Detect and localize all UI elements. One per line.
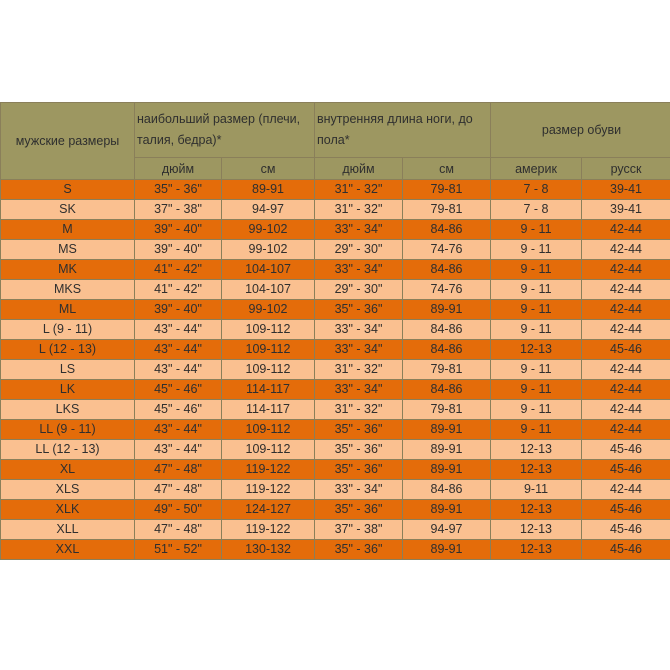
shoe-us-cell: 12-13 bbox=[491, 500, 582, 520]
inseam-cm-cell: 74-76 bbox=[403, 280, 491, 300]
inseam-inch-cell: 35" - 36" bbox=[315, 300, 403, 320]
inseam-cm-cell: 79-81 bbox=[403, 360, 491, 380]
shoe-ru-cell: 42-44 bbox=[582, 220, 670, 240]
inseam-inch-cell: 33" - 34" bbox=[315, 320, 403, 340]
shoe-ru-cell: 42-44 bbox=[582, 400, 670, 420]
size-cell: MK bbox=[1, 260, 135, 280]
inseam-inch-cell: 31" - 32" bbox=[315, 200, 403, 220]
chest-inch-cell: 41" - 42" bbox=[135, 260, 222, 280]
table-row bbox=[1, 240, 670, 260]
header-shoe-size: размер обуви bbox=[491, 103, 670, 158]
shoe-us-cell: 12-13 bbox=[491, 460, 582, 480]
subheader-inch: дюйм bbox=[315, 158, 403, 180]
chest-inch-cell: 43" - 44" bbox=[135, 420, 222, 440]
shoe-us-cell: 9 - 11 bbox=[491, 420, 582, 440]
inseam-inch-cell: 33" - 34" bbox=[315, 220, 403, 240]
inseam-inch-cell: 33" - 34" bbox=[315, 380, 403, 400]
subheader-ru: русск bbox=[582, 158, 670, 180]
chest-inch-cell: 39" - 40" bbox=[135, 300, 222, 320]
shoe-us-cell: 7 - 8 bbox=[491, 180, 582, 200]
inseam-cm-cell: 89-91 bbox=[403, 540, 491, 560]
size-chart bbox=[0, 102, 670, 560]
chest-inch-cell: 43" - 44" bbox=[135, 360, 222, 380]
inseam-inch-cell: 35" - 36" bbox=[315, 440, 403, 460]
inseam-inch-cell: 29" - 30" bbox=[315, 240, 403, 260]
inseam-inch-cell: 35" - 36" bbox=[315, 540, 403, 560]
chest-cm-cell: 109-112 bbox=[222, 320, 315, 340]
chest-inch-cell: 47" - 48" bbox=[135, 460, 222, 480]
chest-inch-cell: 37" - 38" bbox=[135, 200, 222, 220]
shoe-us-cell: 9 - 11 bbox=[491, 360, 582, 380]
chest-inch-cell: 49" - 50" bbox=[135, 500, 222, 520]
inseam-cm-cell: 84-86 bbox=[403, 380, 491, 400]
shoe-us-cell: 12-13 bbox=[491, 340, 582, 360]
shoe-ru-cell: 42-44 bbox=[582, 480, 670, 500]
table-row bbox=[1, 480, 670, 500]
chest-cm-cell: 114-117 bbox=[222, 380, 315, 400]
subheader-cm: см bbox=[403, 158, 491, 180]
size-cell: ML bbox=[1, 300, 135, 320]
shoe-us-cell: 12-13 bbox=[491, 520, 582, 540]
table-row bbox=[1, 420, 670, 440]
chest-cm-cell: 109-112 bbox=[222, 340, 315, 360]
inseam-inch-cell: 31" - 32" bbox=[315, 400, 403, 420]
shoe-ru-cell: 45-46 bbox=[582, 460, 670, 480]
inseam-cm-cell: 94-97 bbox=[403, 520, 491, 540]
size-cell: LKS bbox=[1, 400, 135, 420]
shoe-ru-cell: 42-44 bbox=[582, 240, 670, 260]
inseam-cm-cell: 84-86 bbox=[403, 320, 491, 340]
chest-inch-cell: 43" - 44" bbox=[135, 320, 222, 340]
size-cell: LL (9 - 11) bbox=[1, 420, 135, 440]
shoe-ru-cell: 45-46 bbox=[582, 440, 670, 460]
chest-cm-cell: 89-91 bbox=[222, 180, 315, 200]
shoe-us-cell: 9 - 11 bbox=[491, 300, 582, 320]
shoe-us-cell: 9-11 bbox=[491, 480, 582, 500]
inseam-cm-cell: 74-76 bbox=[403, 240, 491, 260]
inseam-inch-cell: 31" - 32" bbox=[315, 180, 403, 200]
chest-cm-cell: 109-112 bbox=[222, 420, 315, 440]
inseam-inch-cell: 33" - 34" bbox=[315, 480, 403, 500]
chest-cm-cell: 94-97 bbox=[222, 200, 315, 220]
table-row bbox=[1, 380, 670, 400]
chest-inch-cell: 47" - 48" bbox=[135, 520, 222, 540]
inseam-inch-cell: 33" - 34" bbox=[315, 340, 403, 360]
subheader-cm: см bbox=[222, 158, 315, 180]
inseam-cm-cell: 84-86 bbox=[403, 220, 491, 240]
size-cell: L (9 - 11) bbox=[1, 320, 135, 340]
shoe-ru-cell: 42-44 bbox=[582, 280, 670, 300]
size-cell: M bbox=[1, 220, 135, 240]
table-row bbox=[1, 440, 670, 460]
table-row bbox=[1, 520, 670, 540]
size-cell: SK bbox=[1, 200, 135, 220]
subheader-inch: дюйм bbox=[135, 158, 222, 180]
shoe-us-cell: 12-13 bbox=[491, 540, 582, 560]
shoe-us-cell: 9 - 11 bbox=[491, 320, 582, 340]
size-cell: L (12 - 13) bbox=[1, 340, 135, 360]
shoe-ru-cell: 45-46 bbox=[582, 340, 670, 360]
inseam-inch-cell: 29" - 30" bbox=[315, 280, 403, 300]
chest-cm-cell: 99-102 bbox=[222, 220, 315, 240]
table-row bbox=[1, 400, 670, 420]
chest-cm-cell: 130-132 bbox=[222, 540, 315, 560]
inseam-cm-cell: 79-81 bbox=[403, 180, 491, 200]
table-row bbox=[1, 280, 670, 300]
inseam-cm-cell: 84-86 bbox=[403, 340, 491, 360]
size-cell: MKS bbox=[1, 280, 135, 300]
chest-inch-cell: 45" - 46" bbox=[135, 380, 222, 400]
chest-inch-cell: 43" - 44" bbox=[135, 440, 222, 460]
size-cell: XLL bbox=[1, 520, 135, 540]
shoe-us-cell: 9 - 11 bbox=[491, 400, 582, 420]
size-cell: XXL bbox=[1, 540, 135, 560]
chest-inch-cell: 43" - 44" bbox=[135, 340, 222, 360]
size-cell: LS bbox=[1, 360, 135, 380]
shoe-ru-cell: 42-44 bbox=[582, 320, 670, 340]
chest-cm-cell: 99-102 bbox=[222, 240, 315, 260]
chest-cm-cell: 104-107 bbox=[222, 280, 315, 300]
inseam-cm-cell: 84-86 bbox=[403, 260, 491, 280]
chest-inch-cell: 45" - 46" bbox=[135, 400, 222, 420]
chest-cm-cell: 119-122 bbox=[222, 480, 315, 500]
shoe-ru-cell: 45-46 bbox=[582, 520, 670, 540]
chest-cm-cell: 99-102 bbox=[222, 300, 315, 320]
shoe-us-cell: 9 - 11 bbox=[491, 280, 582, 300]
chest-inch-cell: 47" - 48" bbox=[135, 480, 222, 500]
shoe-us-cell: 12-13 bbox=[491, 440, 582, 460]
inseam-inch-cell: 35" - 36" bbox=[315, 460, 403, 480]
inseam-inch-cell: 33" - 34" bbox=[315, 260, 403, 280]
size-table bbox=[0, 102, 670, 560]
inseam-cm-cell: 79-81 bbox=[403, 400, 491, 420]
chest-cm-cell: 114-117 bbox=[222, 400, 315, 420]
shoe-us-cell: 9 - 11 bbox=[491, 240, 582, 260]
shoe-ru-cell: 39-41 bbox=[582, 180, 670, 200]
size-cell: XLS bbox=[1, 480, 135, 500]
chest-inch-cell: 35" - 36" bbox=[135, 180, 222, 200]
chest-cm-cell: 124-127 bbox=[222, 500, 315, 520]
shoe-us-cell: 9 - 11 bbox=[491, 380, 582, 400]
table-row bbox=[1, 460, 670, 480]
shoe-ru-cell: 39-41 bbox=[582, 200, 670, 220]
chest-cm-cell: 119-122 bbox=[222, 520, 315, 540]
chest-inch-cell: 39" - 40" bbox=[135, 240, 222, 260]
table-row bbox=[1, 260, 670, 280]
chest-cm-cell: 119-122 bbox=[222, 460, 315, 480]
inseam-cm-cell: 89-91 bbox=[403, 420, 491, 440]
chest-cm-cell: 104-107 bbox=[222, 260, 315, 280]
chest-inch-cell: 41" - 42" bbox=[135, 280, 222, 300]
shoe-ru-cell: 42-44 bbox=[582, 380, 670, 400]
inseam-cm-cell: 89-91 bbox=[403, 460, 491, 480]
size-cell: LK bbox=[1, 380, 135, 400]
size-cell: MS bbox=[1, 240, 135, 260]
inseam-cm-cell: 89-91 bbox=[403, 440, 491, 460]
header-men-sizes: мужские размеры bbox=[1, 103, 135, 180]
table-row bbox=[1, 220, 670, 240]
inseam-cm-cell: 89-91 bbox=[403, 500, 491, 520]
table-row bbox=[1, 180, 670, 200]
table-row bbox=[1, 320, 670, 340]
table-row bbox=[1, 200, 670, 220]
size-cell: S bbox=[1, 180, 135, 200]
table-row bbox=[1, 360, 670, 380]
subheader-us: америк bbox=[491, 158, 582, 180]
shoe-ru-cell: 45-46 bbox=[582, 500, 670, 520]
shoe-ru-cell: 42-44 bbox=[582, 300, 670, 320]
chest-inch-cell: 39" - 40" bbox=[135, 220, 222, 240]
size-cell: XLK bbox=[1, 500, 135, 520]
table-row bbox=[1, 500, 670, 520]
size-cell: XL bbox=[1, 460, 135, 480]
chest-inch-cell: 51" - 52" bbox=[135, 540, 222, 560]
shoe-ru-cell: 42-44 bbox=[582, 260, 670, 280]
inseam-inch-cell: 37" - 38" bbox=[315, 520, 403, 540]
shoe-us-cell: 7 - 8 bbox=[491, 200, 582, 220]
chest-cm-cell: 109-112 bbox=[222, 440, 315, 460]
size-cell: LL (12 - 13) bbox=[1, 440, 135, 460]
table-body bbox=[1, 180, 670, 560]
inseam-cm-cell: 84-86 bbox=[403, 480, 491, 500]
inseam-inch-cell: 35" - 36" bbox=[315, 500, 403, 520]
inseam-cm-cell: 79-81 bbox=[403, 200, 491, 220]
inseam-inch-cell: 31" - 32" bbox=[315, 360, 403, 380]
table-row bbox=[1, 340, 670, 360]
table-row bbox=[1, 540, 670, 560]
chest-cm-cell: 109-112 bbox=[222, 360, 315, 380]
inseam-inch-cell: 35" - 36" bbox=[315, 420, 403, 440]
shoe-ru-cell: 42-44 bbox=[582, 420, 670, 440]
inseam-cm-cell: 89-91 bbox=[403, 300, 491, 320]
table-header bbox=[1, 103, 670, 180]
shoe-us-cell: 9 - 11 bbox=[491, 260, 582, 280]
shoe-ru-cell: 42-44 bbox=[582, 360, 670, 380]
header-inseam: внутренняя длина ноги, до пола* bbox=[315, 103, 491, 158]
shoe-us-cell: 9 - 11 bbox=[491, 220, 582, 240]
table-row bbox=[1, 300, 670, 320]
header-largest-size: наибольший размер (плечи, талия, бедра)* bbox=[135, 103, 315, 158]
shoe-ru-cell: 45-46 bbox=[582, 540, 670, 560]
